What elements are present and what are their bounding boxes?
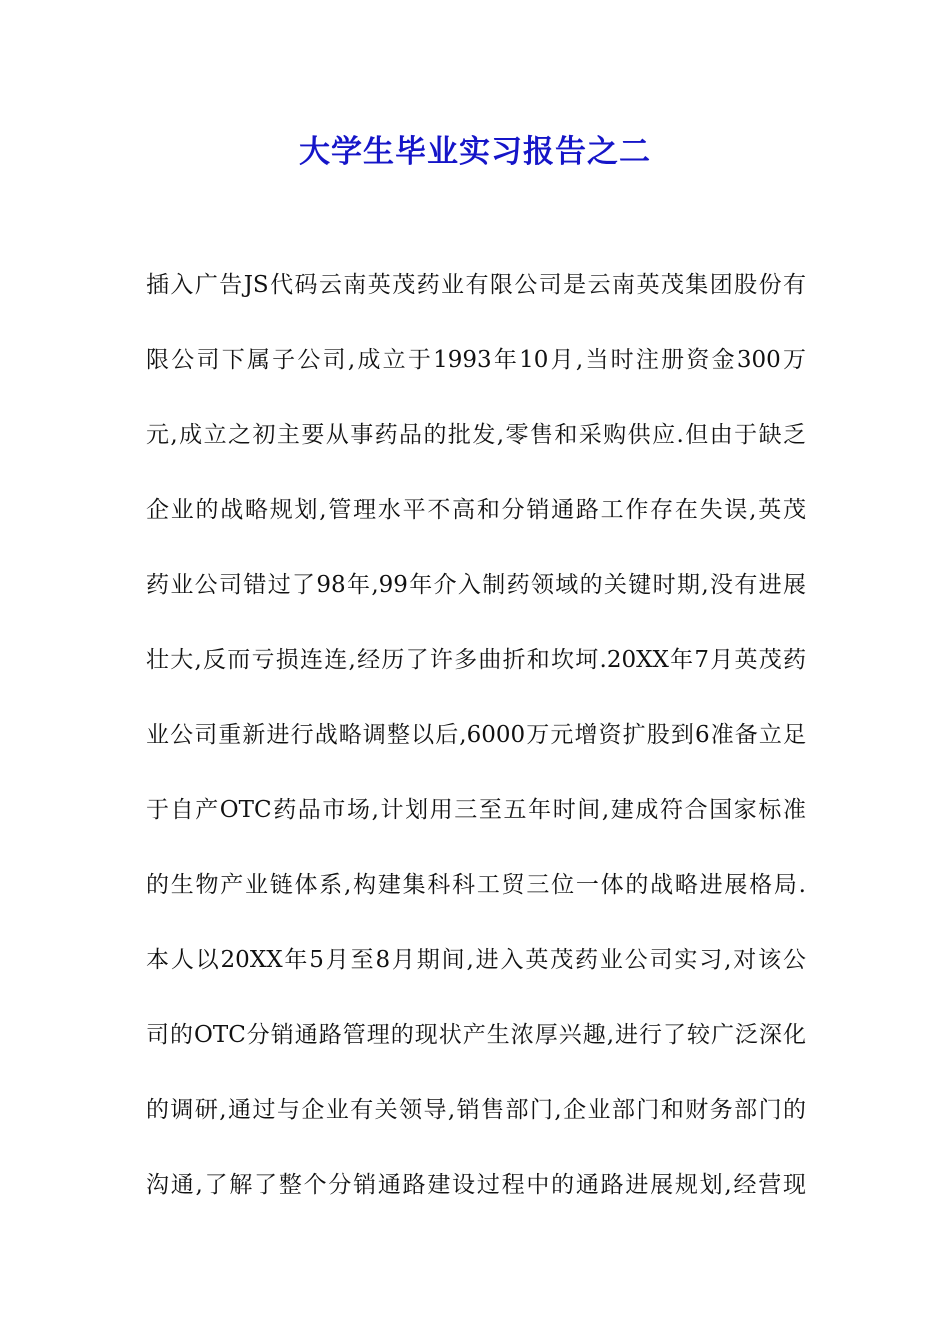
body-line: 壮大,反而亏损连连,经历了许多曲折和坎坷.20XX年7月英茂药 <box>146 647 806 673</box>
body-line: 企业的战略规划,管理水平不高和分销通路工作存在失误,英茂 <box>146 497 806 523</box>
body-line: 沟通,了解了整个分销通路建设过程中的通路进展规划,经营现 <box>146 1172 806 1198</box>
body-line: 插入广告JS代码云南英茂药业有限公司是云南英茂集团股份有 <box>146 272 806 298</box>
body-line: 司的OTC分销通路管理的现状产生浓厚兴趣,进行了较广泛深化 <box>146 1022 806 1048</box>
document-body <box>146 265 806 1240</box>
body-line: 元,成立之初主要从事药品的批发,零售和采购供应.但由于缺乏 <box>146 422 806 448</box>
body-line: 的调研,通过与企业有关领导,销售部门,企业部门和财务部门的 <box>146 1097 806 1123</box>
body-line: 限公司下属子公司,成立于1993年10月,当时注册资金300万 <box>146 347 806 373</box>
body-line: 本人以20XX年5月至8月期间,进入英茂药业公司实习,对该公 <box>146 947 806 973</box>
body-line: 药业公司错过了98年,99年介入制药领域的关键时期,没有进展 <box>146 572 806 598</box>
body-line: 于自产OTC药品市场,计划用三至五年时间,建成符合国家标准 <box>146 797 806 823</box>
body-line: 业公司重新进行战略调整以后,6000万元增资扩股到6准备立足 <box>146 722 806 748</box>
document-title: 大学生毕业实习报告之二 <box>299 134 651 170</box>
body-line: 的生物产业链体系,构建集科科工贸三位一体的战略进展格局. <box>146 872 806 898</box>
